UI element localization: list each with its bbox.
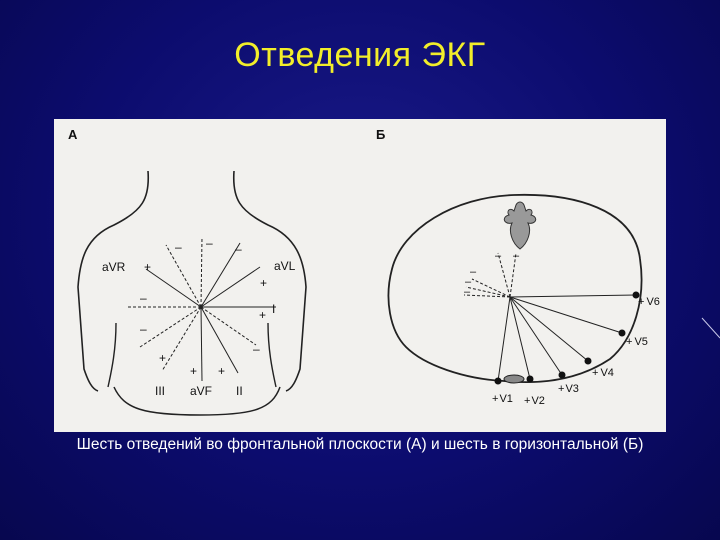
minus-sign: – — [470, 266, 477, 278]
minus-sign: – — [513, 250, 520, 262]
figure-caption: Шесть отведений во фронтальной плоскости (А) и шесть в горизонтальной (Б) — [76, 436, 644, 453]
lead-avr-label: aVR — [102, 260, 126, 274]
lead-v3-label: +V3 — [558, 383, 579, 395]
plus-sign: + — [260, 276, 268, 290]
lead-v4-label: + V4 — [592, 367, 614, 379]
lead-avl-label: aVL — [274, 259, 296, 273]
minus-sign: – — [175, 240, 182, 254]
lead-i-label: I — [272, 302, 276, 316]
panel-a-letter: А — [68, 127, 78, 142]
lead-v5-label: + V5 — [626, 336, 648, 348]
lead-ii-label: II — [236, 384, 243, 398]
lead-v2-label: +V2 — [524, 395, 545, 407]
slide-title: Отведения ЭКГ — [234, 36, 486, 74]
minus-sign: – — [235, 242, 242, 256]
lead-v1-label: +V1 — [492, 393, 513, 405]
minus-sign: – — [140, 291, 147, 305]
plus-sign: + — [190, 364, 198, 378]
lead-v6-label: + V6 — [638, 296, 660, 308]
lead-iii-label: III — [155, 384, 166, 398]
plus-sign: + — [159, 351, 167, 365]
panel-b-letter: Б — [376, 127, 386, 142]
minus-sign: – — [465, 276, 472, 288]
plus-sign: + — [259, 308, 267, 322]
plus-sign: + — [144, 260, 152, 274]
minus-sign: – — [495, 250, 502, 262]
minus-sign: – — [140, 322, 147, 336]
minus-sign: – — [253, 342, 260, 356]
plus-sign: + — [218, 364, 226, 378]
minus-sign: – — [464, 286, 471, 298]
minus-sign: – — [206, 236, 213, 250]
lead-avf-label: aVF — [190, 384, 213, 398]
